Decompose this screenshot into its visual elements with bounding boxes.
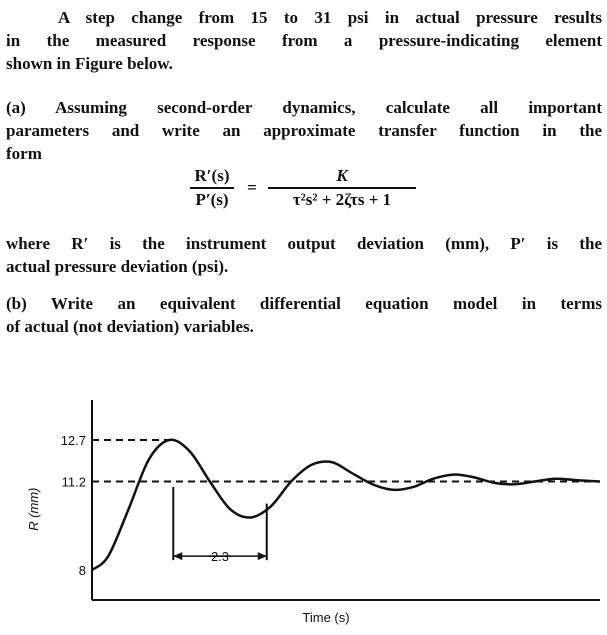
intro-line-1: A step change from 15 to 31 psi in actual pressure results [58,8,602,27]
where-line-1: where R′ is the instrument output deviation (mm), P′ is the [6,234,602,253]
equals-sign: = [247,178,257,197]
period-label: 2.3 [210,549,230,565]
intro-line-2: in the measured response from a pressure-indicating element [6,31,602,50]
part-b-paragraph [6,292,602,338]
arrowhead-right [258,552,267,560]
part-a-line-2: parameters and write an approximate transfer function in the [6,121,602,140]
axis-labels [26,433,350,625]
y-axis-label: R (mm) [26,487,41,531]
y-tick-label: 11.2 [61,474,86,490]
lhs-denominator: P′(s) [195,190,229,209]
chart-axes [92,400,600,600]
intro-paragraph [6,6,602,75]
where-line-2: actual pressure deviation (psi). [6,257,229,276]
part-b-line-1: (b) Write an equivalent differential equation model in terms [6,294,602,313]
x-axis-label: Time (s) [302,610,350,625]
part-a-line-1: (a) Assuming second-order dynamics, calculate all important [6,98,602,117]
arrowhead-left [173,552,182,560]
y-tick-label: 12.7 [60,433,86,448]
where-paragraph [6,232,602,278]
part-b-line-2: of actual (not deviation) variables. [6,317,254,336]
response-curve-group [92,440,600,570]
intro-line-3: shown in Figure below. [6,54,173,73]
part-a-line-3: form [6,144,42,163]
lhs-numerator: R′(s) [190,166,234,189]
rhs-numerator: K [268,166,416,189]
rhs-fraction [268,166,416,210]
y-tick-label: 8 [78,563,86,578]
response-curve [92,440,600,570]
lhs-fraction [190,166,234,210]
transfer-function-equation [190,166,420,226]
response-chart [0,400,607,635]
rhs-denominator: τ²s² + 2ζτs + 1 [292,190,392,209]
part-a-paragraph [6,96,602,165]
reference-lines [92,440,600,481]
